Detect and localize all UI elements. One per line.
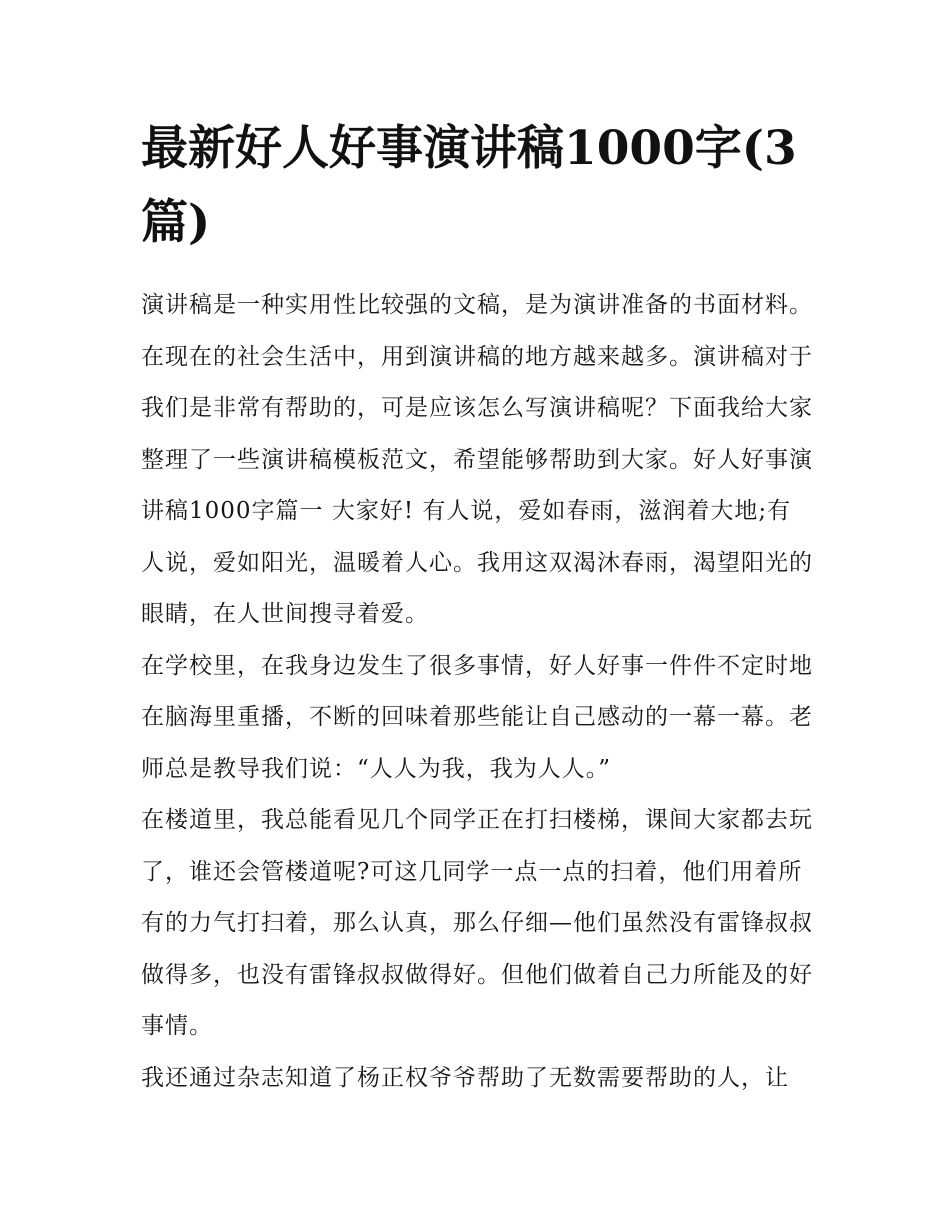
document-title: 最新好人好事演讲稿1000字(3篇) xyxy=(141,121,797,250)
paragraph-school: 在学校里，在我身边发生了很多事情，好人好事一件件不定时地在脑海里重播，不断的回味着那些能让自己感动的一幕一幕。老师总是教导我们说：“人人为我，我为人人。” xyxy=(141,652,813,782)
document-body xyxy=(141,280,813,1104)
paragraph-stairwell: 在楼道里，我总能看见几个同学正在打扫楼梯，课间大家都去玩了，谁还会管楼道呢?可这几同学一点一点的扫着，他们用着所有的力气打扫着，那么认真，那么仔细—他们虽然没有雷锋叔叔做得多，也没有雷锋叔叔做得好。但他们做着自己力所能及的好事情。 xyxy=(141,807,813,1039)
paragraph-intro: 演讲稿是一种实用性比较强的文稿，是为演讲准备的书面材料。在现在的社会生活中，用到演讲稿的地方越来越多。演讲稿对于我们是非常有帮助的，可是应该怎么写演讲稿呢？下面我给大家整理了一些演讲稿模板范文，希望能够帮助到大家。好人好事演讲稿1000字篇一 大家好! 有人说，爱如春雨，滋润着大地;有人说，爱如阳光，温暖着人心。我用这双渴沐春雨，渴望阳光的眼睛，在人世间搜寻着爱。 xyxy=(141,292,813,627)
document-content xyxy=(141,112,813,1104)
paragraph-magazine: 我还通过杂志知道了杨正权爷爷帮助了无数需要帮助的人，让 xyxy=(141,1064,789,1091)
